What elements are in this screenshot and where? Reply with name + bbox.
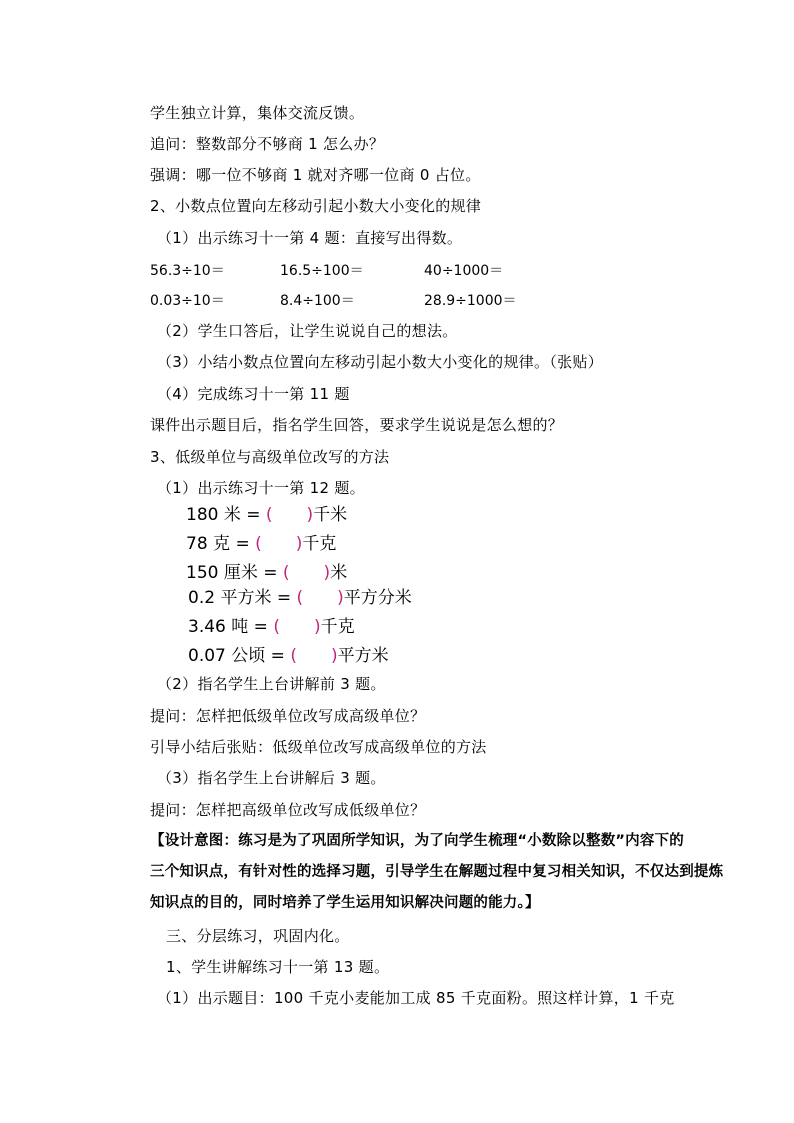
- text-line: 学生独立计算，集体交流反馈。: [150, 104, 365, 122]
- text-line: （1）出示题目：100 千克小麦能加工成 85 千克面粉。照这样计算，1 千克: [157, 989, 675, 1007]
- text-line: （1）出示练习十一第 4 题：直接写出得数。: [157, 229, 463, 247]
- text-line: 1、学生讲解练习十一第 13 题。: [166, 958, 390, 976]
- calc-item: 16.5÷100＝: [280, 263, 364, 279]
- text-line: 引导小结后张贴：低级单位改写成高级单位的方法: [150, 738, 487, 756]
- unit-conversion-item: 0.07 公顷 = ( )平方米: [188, 646, 389, 666]
- section-heading: 2、小数点位置向左移动引起小数大小变化的规律: [150, 197, 482, 215]
- text-line: （4）完成练习十一第 11 题: [157, 385, 350, 403]
- section-heading: 3、低级单位与高级单位改写的方法: [150, 448, 390, 466]
- section-heading: 三、分层练习，巩固内化。: [166, 927, 350, 945]
- text-line: （2）指名学生上台讲解前 3 题。: [157, 675, 386, 693]
- unit-conversion-item: 3.46 吨 = ( )千克: [188, 617, 355, 637]
- calc-item: 8.4÷100＝: [280, 293, 355, 309]
- text-line: 追问：整数部分不够商 1 怎么办？: [150, 135, 385, 153]
- calc-item: 0.03÷10＝: [150, 293, 225, 309]
- text-line: （2）学生口答后，让学生说说自己的想法。: [157, 322, 458, 340]
- design-intent: 知识点的目的，同时培养了学生运用知识解决问题的能力。】: [150, 895, 540, 911]
- text-line: 课件出示题目后，指名学生回答，要求学生说说是怎么想的？: [150, 416, 564, 434]
- text-line: 提问：怎样把低级单位改写成高级单位？: [150, 707, 426, 725]
- calc-item: 28.9÷1000＝: [424, 293, 517, 309]
- text-line: （3）小结小数点位置向左移动引起小数大小变化的规律。（张贴）: [157, 353, 604, 371]
- unit-conversion-item: 78 克 = ( )千克: [186, 534, 337, 554]
- calc-item: 56.3÷10＝: [150, 263, 225, 279]
- text-line: （1）出示练习十一第 12 题。: [157, 479, 365, 497]
- text-line: 强调：哪一位不够商 1 就对齐哪一位商 0 占位。: [150, 166, 481, 184]
- unit-conversion-item: 180 米 = ( )千米: [186, 505, 348, 525]
- calc-item: 40÷1000＝: [424, 263, 504, 279]
- design-intent: 三个知识点，有针对性的选择习题，引导学生在解题过程中复习相关知识，不仅达到提炼: [150, 864, 724, 880]
- text-line: （3）指名学生上台讲解后 3 题。: [157, 769, 386, 787]
- design-intent: 【设计意图：练习是为了巩固所学知识，为了向学生梳理“小数除以整数”内容下的: [150, 833, 684, 849]
- unit-conversion-item: 150 厘米 = ( )米: [186, 563, 348, 583]
- text-line: 提问：怎样把高级单位改写成低级单位？: [150, 801, 426, 819]
- unit-conversion-item: 0.2 平方米 = ( )平方分米: [188, 588, 412, 608]
